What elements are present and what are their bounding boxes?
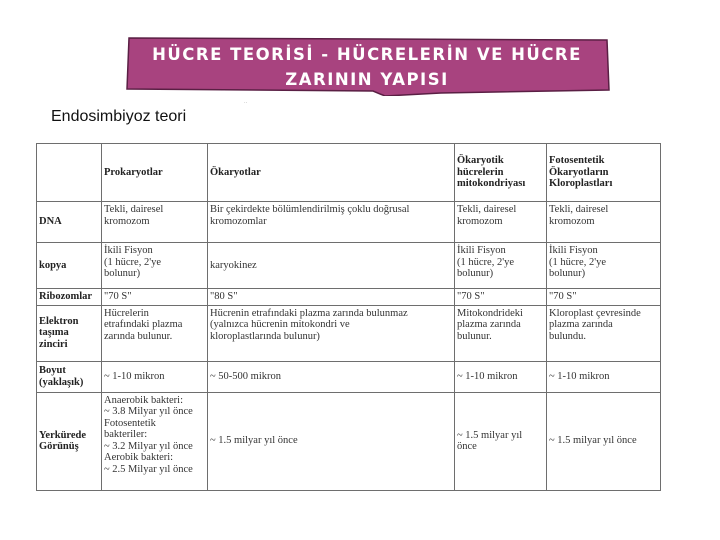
table-cell: İkili Fisyon (1 hücre, 2'ye bolunur): [455, 243, 547, 289]
table-cell: ~ 1-10 mikron: [102, 361, 208, 392]
table-cell: ~ 1-10 mikron: [455, 361, 547, 392]
header-cell-prokaryotes: Prokaryotlar: [102, 144, 208, 202]
row-label: Boyut (yaklaşık): [37, 361, 102, 392]
table-row: [37, 202, 661, 243]
subtitle: Endosimbiyoz teori: [51, 108, 187, 125]
table-cell: Mitokondrideki plazma zarında bulunur.: [455, 305, 547, 361]
table-cell: Kloroplast çevresinde plazma zarında bulundu.: [547, 305, 661, 361]
row-label: Elektron taşıma zinciri: [37, 305, 102, 361]
comparison-table-wrapper: [36, 143, 660, 492]
row-label: Yerkürede Görünüş: [37, 392, 102, 490]
table-cell: ~ 50-500 mikron: [208, 361, 455, 392]
table-cell: "70 S": [547, 289, 661, 306]
table-cell: Hücrelerin etrafındaki plazma zarında bulunur.: [102, 305, 208, 361]
header-cell-corner: [37, 144, 102, 202]
title-line-1: HÜCRE TEORİSİ - HÜCRELERİN VE HÜCRE: [152, 45, 582, 64]
table-cell: Tekli, dairesel kromozom: [547, 202, 661, 243]
small-mark: ..: [244, 99, 248, 105]
table-cell: Hücrenin etrafındaki plazma zarında bulunmaz (yalnızca hücrenin mitokondri ve kloroplastlarında bulunur): [208, 305, 455, 361]
table-cell: "70 S": [455, 289, 547, 306]
table-cell: ~ 1.5 milyar yıl önce: [208, 392, 455, 490]
table-cell: Tekli, dairesel kromozom: [455, 202, 547, 243]
table-row: [37, 243, 661, 289]
table-row: [37, 361, 661, 392]
row-label: kopya: [37, 243, 102, 289]
table-cell: Anaerobik bakteri: ~ 3.8 Milyar yıl önce Fotosentetik bakteriler: ~ 3.2 Milyar yıl önce Aerobik bakteri: ~ 2.5 Milyar yıl önce: [102, 392, 208, 490]
table-row: [37, 392, 661, 490]
header-row: [37, 144, 661, 202]
table-cell: Tekli, dairesel kromozom: [102, 202, 208, 243]
table-row: [37, 289, 661, 306]
comparison-table: [36, 143, 661, 491]
title-banner: [123, 36, 611, 96]
table-cell: İkili Fisyon (1 hücre, 2'ye bolunur): [547, 243, 661, 289]
table-cell: Bir çekirdekte bölümlendirilmiş çoklu doğrusal kromozomlar: [208, 202, 455, 243]
row-label: Ribozomlar: [37, 289, 102, 306]
row-label: DNA: [37, 202, 102, 243]
header-cell-chloroplasts: Fotosentetik Ökaryotların Kloroplastları: [547, 144, 661, 202]
table-row: [37, 305, 661, 361]
table-cell: ~ 1.5 milyar yıl önce: [547, 392, 661, 490]
table-cell: İkili Fisyon (1 hücre, 2'ye bolunur): [102, 243, 208, 289]
table-cell: "80 S": [208, 289, 455, 306]
header-cell-eukaryotes: Ökaryotlar: [208, 144, 455, 202]
page-title: [123, 42, 611, 92]
table-cell: ~ 1.5 milyar yıl önce: [455, 392, 547, 490]
header-cell-mitochondria: Ökaryotik hücrelerin mitokondriyası: [455, 144, 547, 202]
table-cell: karyokinez: [208, 243, 455, 289]
title-line-2: ZARININ YAPISI: [285, 70, 449, 89]
table-cell: ~ 1-10 mikron: [547, 361, 661, 392]
table-cell: "70 S": [102, 289, 208, 306]
